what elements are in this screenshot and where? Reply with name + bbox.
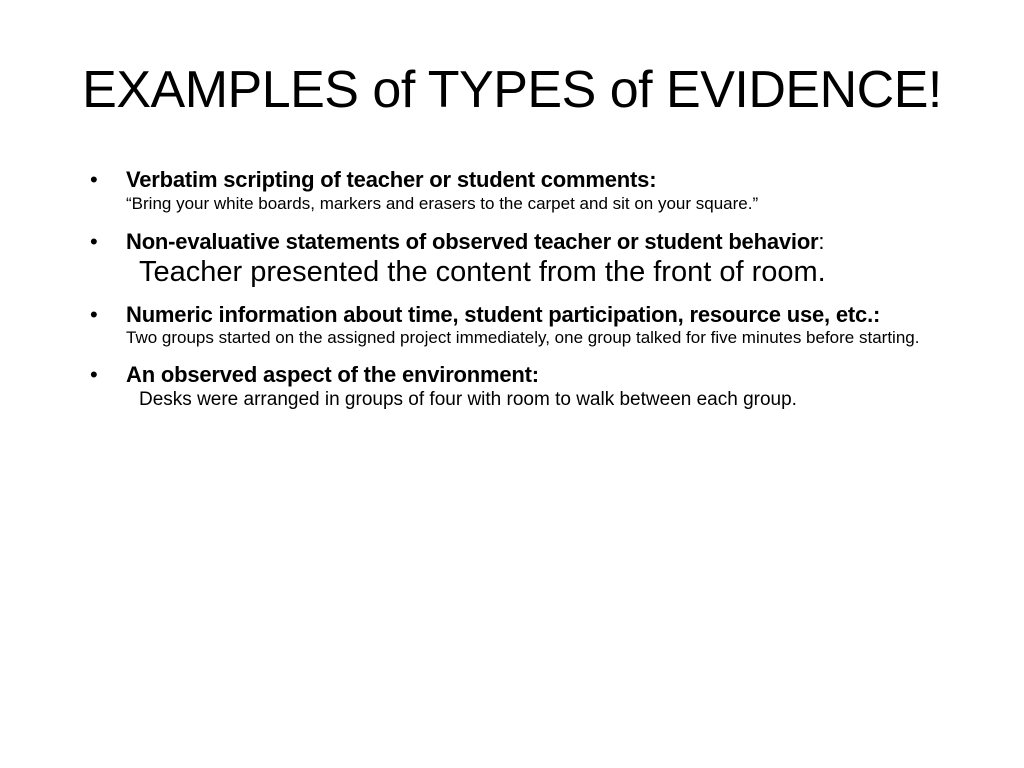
bullet-heading-suffix: :: [818, 228, 825, 254]
bullet-heading: [126, 228, 950, 256]
bullet-item-verbatim-scripting: [90, 166, 950, 194]
bullet-heading: [126, 166, 950, 194]
bullet-heading-text: Verbatim scripting of teacher or student comments:: [126, 167, 657, 192]
bullet-item-environment: [90, 361, 950, 389]
bullet-heading: [126, 361, 950, 389]
bullet-example-environment: Desks were arranged in groups of four with room to walk between each group.: [139, 389, 797, 411]
bullet-list: [90, 166, 950, 412]
bullet-heading-text: Numeric information about time, student participation, resource use, etc.:: [126, 301, 881, 327]
bullet-heading: [126, 301, 950, 329]
bullet-example-numeric: Two groups started on the assigned project immediately, one group talked for five minutes before starting.: [126, 328, 920, 348]
bullet-example-verbatim: “Bring your white boards, markers and erasers to the carpet and sit on your square.”: [126, 193, 759, 213]
bullet-heading-text: Non-evaluative statements of observed teacher or student behavior: [126, 228, 819, 254]
bullet-icon: •: [90, 301, 98, 327]
bullet-item-numeric-information: [90, 301, 950, 329]
bullet-heading-text: An observed aspect of the environment:: [126, 361, 539, 387]
bullet-item-non-evaluative: [90, 228, 950, 256]
bullet-icon: •: [90, 361, 98, 387]
slide-title: EXAMPLES of TYPES of EVIDENCE!: [82, 61, 942, 119]
bullet-icon: •: [90, 228, 98, 254]
bullet-icon: •: [90, 167, 98, 192]
bullet-example-non-evaluative: Teacher presented the content from the front of room.: [139, 256, 826, 289]
